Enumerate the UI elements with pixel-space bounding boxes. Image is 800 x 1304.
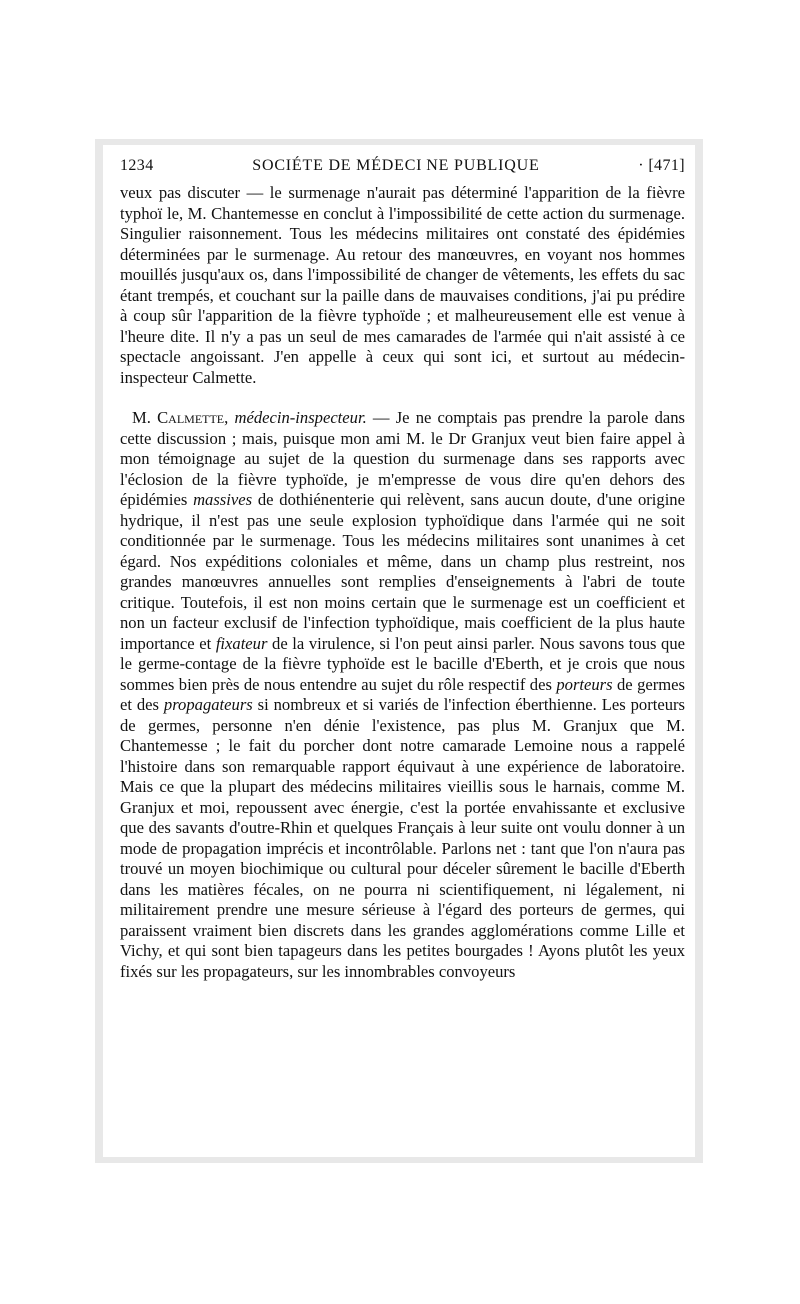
- scanned-page-frame: [95, 139, 703, 1163]
- text-segment: de dothiénenterie qui relèvent, sans aucun doute, d'une origine hydrique, il n'est pas une seule explosion typhoïdique dans l'armée qui ne soit conditionnée par le surmenage. Tous les médecins militaires sont unanimes à cet égard. Nos expéditions coloniales et même, dans un champ plus restreint, nos grandes manœuvres annuelles sont remplies d'enseignements à l'abri de toute critique. Toutefois, il est non moins certain que le surmenage est un coefficient et non un facteur exclusif de l'infection typhoïdique, mais coefficient de la plus haute importance et: [120, 490, 685, 653]
- running-header: [120, 157, 685, 175]
- speaker-role: médecin-inspecteur.: [234, 408, 367, 427]
- paragraph-continuation: veux pas discuter — le surmenage n'aurait pas déterminé l'apparition de la fièvre typhoï le, M. Chantemesse en conclut à l'impossibilité de cette action du surmenage. Singulier raisonnement. Tous les médecins militaires ont constaté des épidémies déterminées par le surmenage. Au retour des manœuvres, en voyant nos hommes mouillés jusqu'aux os, dans l'impossibilité de changer de vêtements, les effets du sac étant trempés, et couchant sur la paille dans de mauvaises conditions, j'ai pu prédire à coup sûr l'apparition de la fièvre typhoïde ; et malheureusement elle est venue à l'heure dite. Il n'y a pas un seul de mes camarades de l'armée qui n'ait assisté à ce spectacle angoissant. J'en appelle à ceux qui sont ici, et surtout au médecin-inspecteur Calmette.: [120, 183, 685, 387]
- page-number: 1234: [120, 157, 154, 174]
- bracket-page-number: · [471]: [638, 157, 685, 174]
- emphasis-porteurs: porteurs: [556, 674, 613, 694]
- paragraph-calmette: [120, 408, 685, 982]
- text-segment: si nombreux et si variés de l'infection éberthienne. Les porteurs de germes, personne n'en dénie l'existence, pas plus M. Granjux que M. Chantemesse ; le fait du porcher dont notre camarade Lemoine nous a rappelé l'histoire dans son remarquable rapport équivaut à une expérience de laboratoire. Mais ce que la plupart des médecins militaires vieillis sous le harnais, comme M. Granjux et moi, repoussent avec énergie, c'est la portée envahissante et exclusive que des savants d'outre-Rhin et quelques Français à leur suite ont voulu donner à un mode de propagation imprécis et incontrôlable. Parlons net : tant que l'on n'aura pas trouvé un moyen biochimique ou cultural pour déceler sûrement le bacille d'Eberth dans les matières fécales, on ne pourra ni scientifiquement, ni légalement, ni militairement prendre une mesure sérieuse à l'égard des porteurs de germes, qui paraissent vraiment bien discrets dans les grandes agglomérations comme Lille et Vichy, et qui sont bien tapageurs dans les petites bourgades ! Ayons plutôt les yeux fixés sur les propagateurs, sur les innombrables convoyeurs: [120, 695, 685, 981]
- emphasis-fixateur: fixateur: [215, 633, 268, 653]
- page: [103, 145, 695, 1157]
- speaker-name: M. Calmette,: [132, 408, 229, 427]
- running-title: SOCIÉTE DE MÉDECI NE PUBLIQUE: [252, 157, 540, 174]
- emphasis-massives: massives: [193, 490, 253, 509]
- emphasis-propagateurs: propagateurs: [163, 695, 253, 714]
- text-segment: de la virulence, si l'on peut ainsi parler. Nous savons tous que le germe-contage de la fièvre typhoïde est le bacille d'Eberth, et je crois que nous sommes bien près de nous entendre au sujet du rôle respectif des: [120, 633, 685, 694]
- text-segment: — Je ne comptais pas prendre la parole dans cette discussion ; mais, puisque mon ami M. le Dr Granjux veut bien faire appel à mon témoignage au sujet de la question du surmenage dans ses rapports avec l'éclosion de la fièvre typhoïde, je m'empresse de vous dire qu'en dehors des épidémies: [120, 408, 685, 509]
- text-segment: de germes et des: [120, 674, 685, 714]
